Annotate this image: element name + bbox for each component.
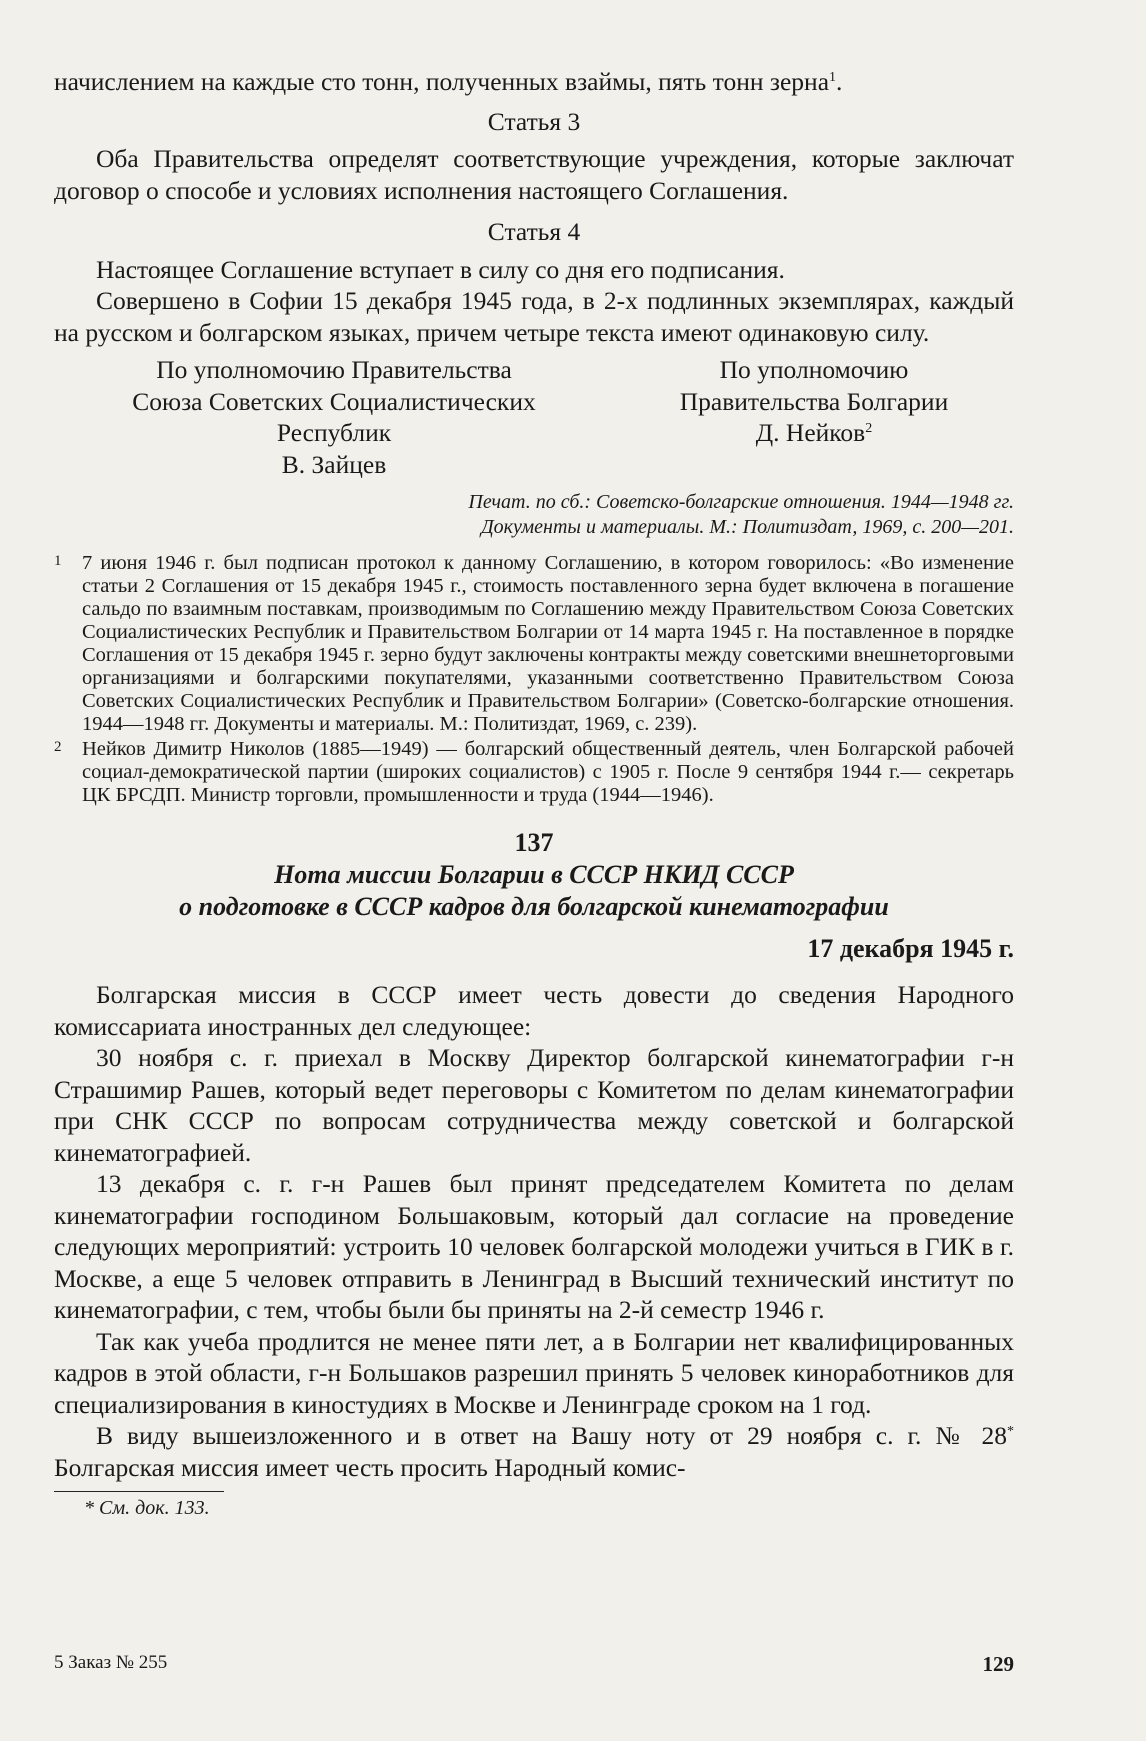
signature-ussr: По уполномочию Правительства Союза Советских Социалистических Республик В. Зайцев: [132, 355, 536, 479]
body-paragraph-4: Так как учеба продлится не менее пяти лет, а в Болгарии нет квалифицированных кадров в этой области, г-н Большаков разрешил принять 5 человек киноработников для специализирования в киностудиях в Москве и Ленинграде сроком на 1 год.: [54, 1326, 1014, 1419]
continuation-paragraph: начислением на каждые сто тонн, полученных взаймы, пять тонн зерна$^1$.: [54, 67, 843, 96]
body-paragraph-3: 13 декабря с. г. г-н Рашев был принят председателем Комитета по делам кинематографии господином Большаковым, который дал согласие на проведение следующих мероприятий: устроить 10 человек болгарской молодежи учиться в ГИК в г. Москве, а еще 5 человек отправить в Ленинград в Высший технический институт по кинематографии, с тем, чтобы были бы приняты на 2-й семестр 1946 г.: [54, 1169, 1014, 1324]
source-citation: Печат. по сб.: Советско-болгарские отношения. 1944—1948 гг. Документы и материалы. М.: Политиздат, 1969, с. 200—201.: [468, 491, 1014, 538]
footnote-1: 1 7 июня 1946 г. был подписан протокол к данному Соглашению, в котором говорилось: «Во изменение статьи 2 Соглашения от 15 декабря 1945 г., стоимость поставленного зерна будет включена в погашение сальдо по взаимным поставкам, производимым по Соглашению между Правительством Союза Советских Социалистических Республик и Правительством Болгарии от 14 марта 1945 г. На поставленное в порядке Соглашения от 15 декабря 1945 г. зерно будут заключены контракты между советскими внешнеторговыми организациями и болгарскими покупателями, указанными соответственно Правительством Союза Советских Социалистических Республик и Правительством Болгарии» (Советско-болгарские отношения. 1944—1948 гг. Документы и материалы. М.: Политиздат, 1969, с. 239).: [54, 552, 1014, 735]
document-date: 17 декабря 1945 г.: [807, 934, 1014, 963]
article-3-heading: Статья 3: [487, 106, 581, 136]
article-4-heading: Статья 4: [487, 217, 581, 246]
body-paragraph-5: В виду вышеизложенного и в ответ на Вашу ноту от 29 ноября с. г. № 28* Болгарская миссия имеет честь просить Народный комис-: [54, 1421, 1014, 1482]
signature-block: [54, 354, 1014, 480]
document-title: Нота миссии Болгарии в СССР НКИД СССР о подготовке в СССР кадров для болгарской кинематографии: [179, 860, 889, 921]
footnote-ref-1: 1: [829, 70, 837, 85]
page-footer: [54, 1652, 1014, 1677]
body-paragraph-1: Болгарская миссия в СССР имеет честь довести до сведения Народного комиссариата иностранных дел следующее:: [54, 980, 1014, 1041]
page-number: 129: [982, 1652, 1014, 1676]
done-at-text: Совершено в Софии 15 декабря 1945 года, в 2-х подлинных экземплярах, каждый на русском и болгарском языках, причем четыре текста имеют одинаковую силу.: [54, 286, 1014, 347]
print-order: 5 Заказ № 255: [54, 1652, 168, 1673]
note-ref-star: *: [1007, 1424, 1014, 1439]
footnote-2: 2 Нейков Димитр Николов (1885—1949) — болгарский общественный деятель, член Болгарской рабочей социал-демократической партии (широких социалистов) с 1905 г. После 9 сентября 1944 г.— секретарь ЦК БРСДП. Министр торговли, промышленности и труда (1944—1946).: [54, 738, 1014, 806]
body-paragraph-2: 30 ноября с. г. приехал в Москву Директор болгарской кинематографии г-н Страшимир Рашев, который ведет переговоры с Комитетом по делам кинематографии при СНК СССР по вопросам сотрудничества между советской и болгарской кинематографией.: [54, 1043, 1014, 1167]
footnotes: [54, 552, 1014, 807]
bottom-note: * См. док. 133.: [84, 1497, 210, 1519]
article-3-text: Оба Правительства определят соответствующие учреждения, которые заключат договор о способе и условиях исполнения настоящего Соглашения.: [54, 144, 1014, 205]
footnote-ref-2: 2: [865, 421, 873, 436]
article-4-text: Настоящее Соглашение вступает в силу со дня его подписания.: [96, 254, 785, 284]
signature-bulgaria: По уполномочию Правительства Болгарии Д. Нейков$^2$: [679, 355, 949, 447]
footnote-divider: [54, 1491, 224, 1492]
page-content: [54, 66, 1014, 1520]
document-number: 137: [514, 828, 554, 857]
